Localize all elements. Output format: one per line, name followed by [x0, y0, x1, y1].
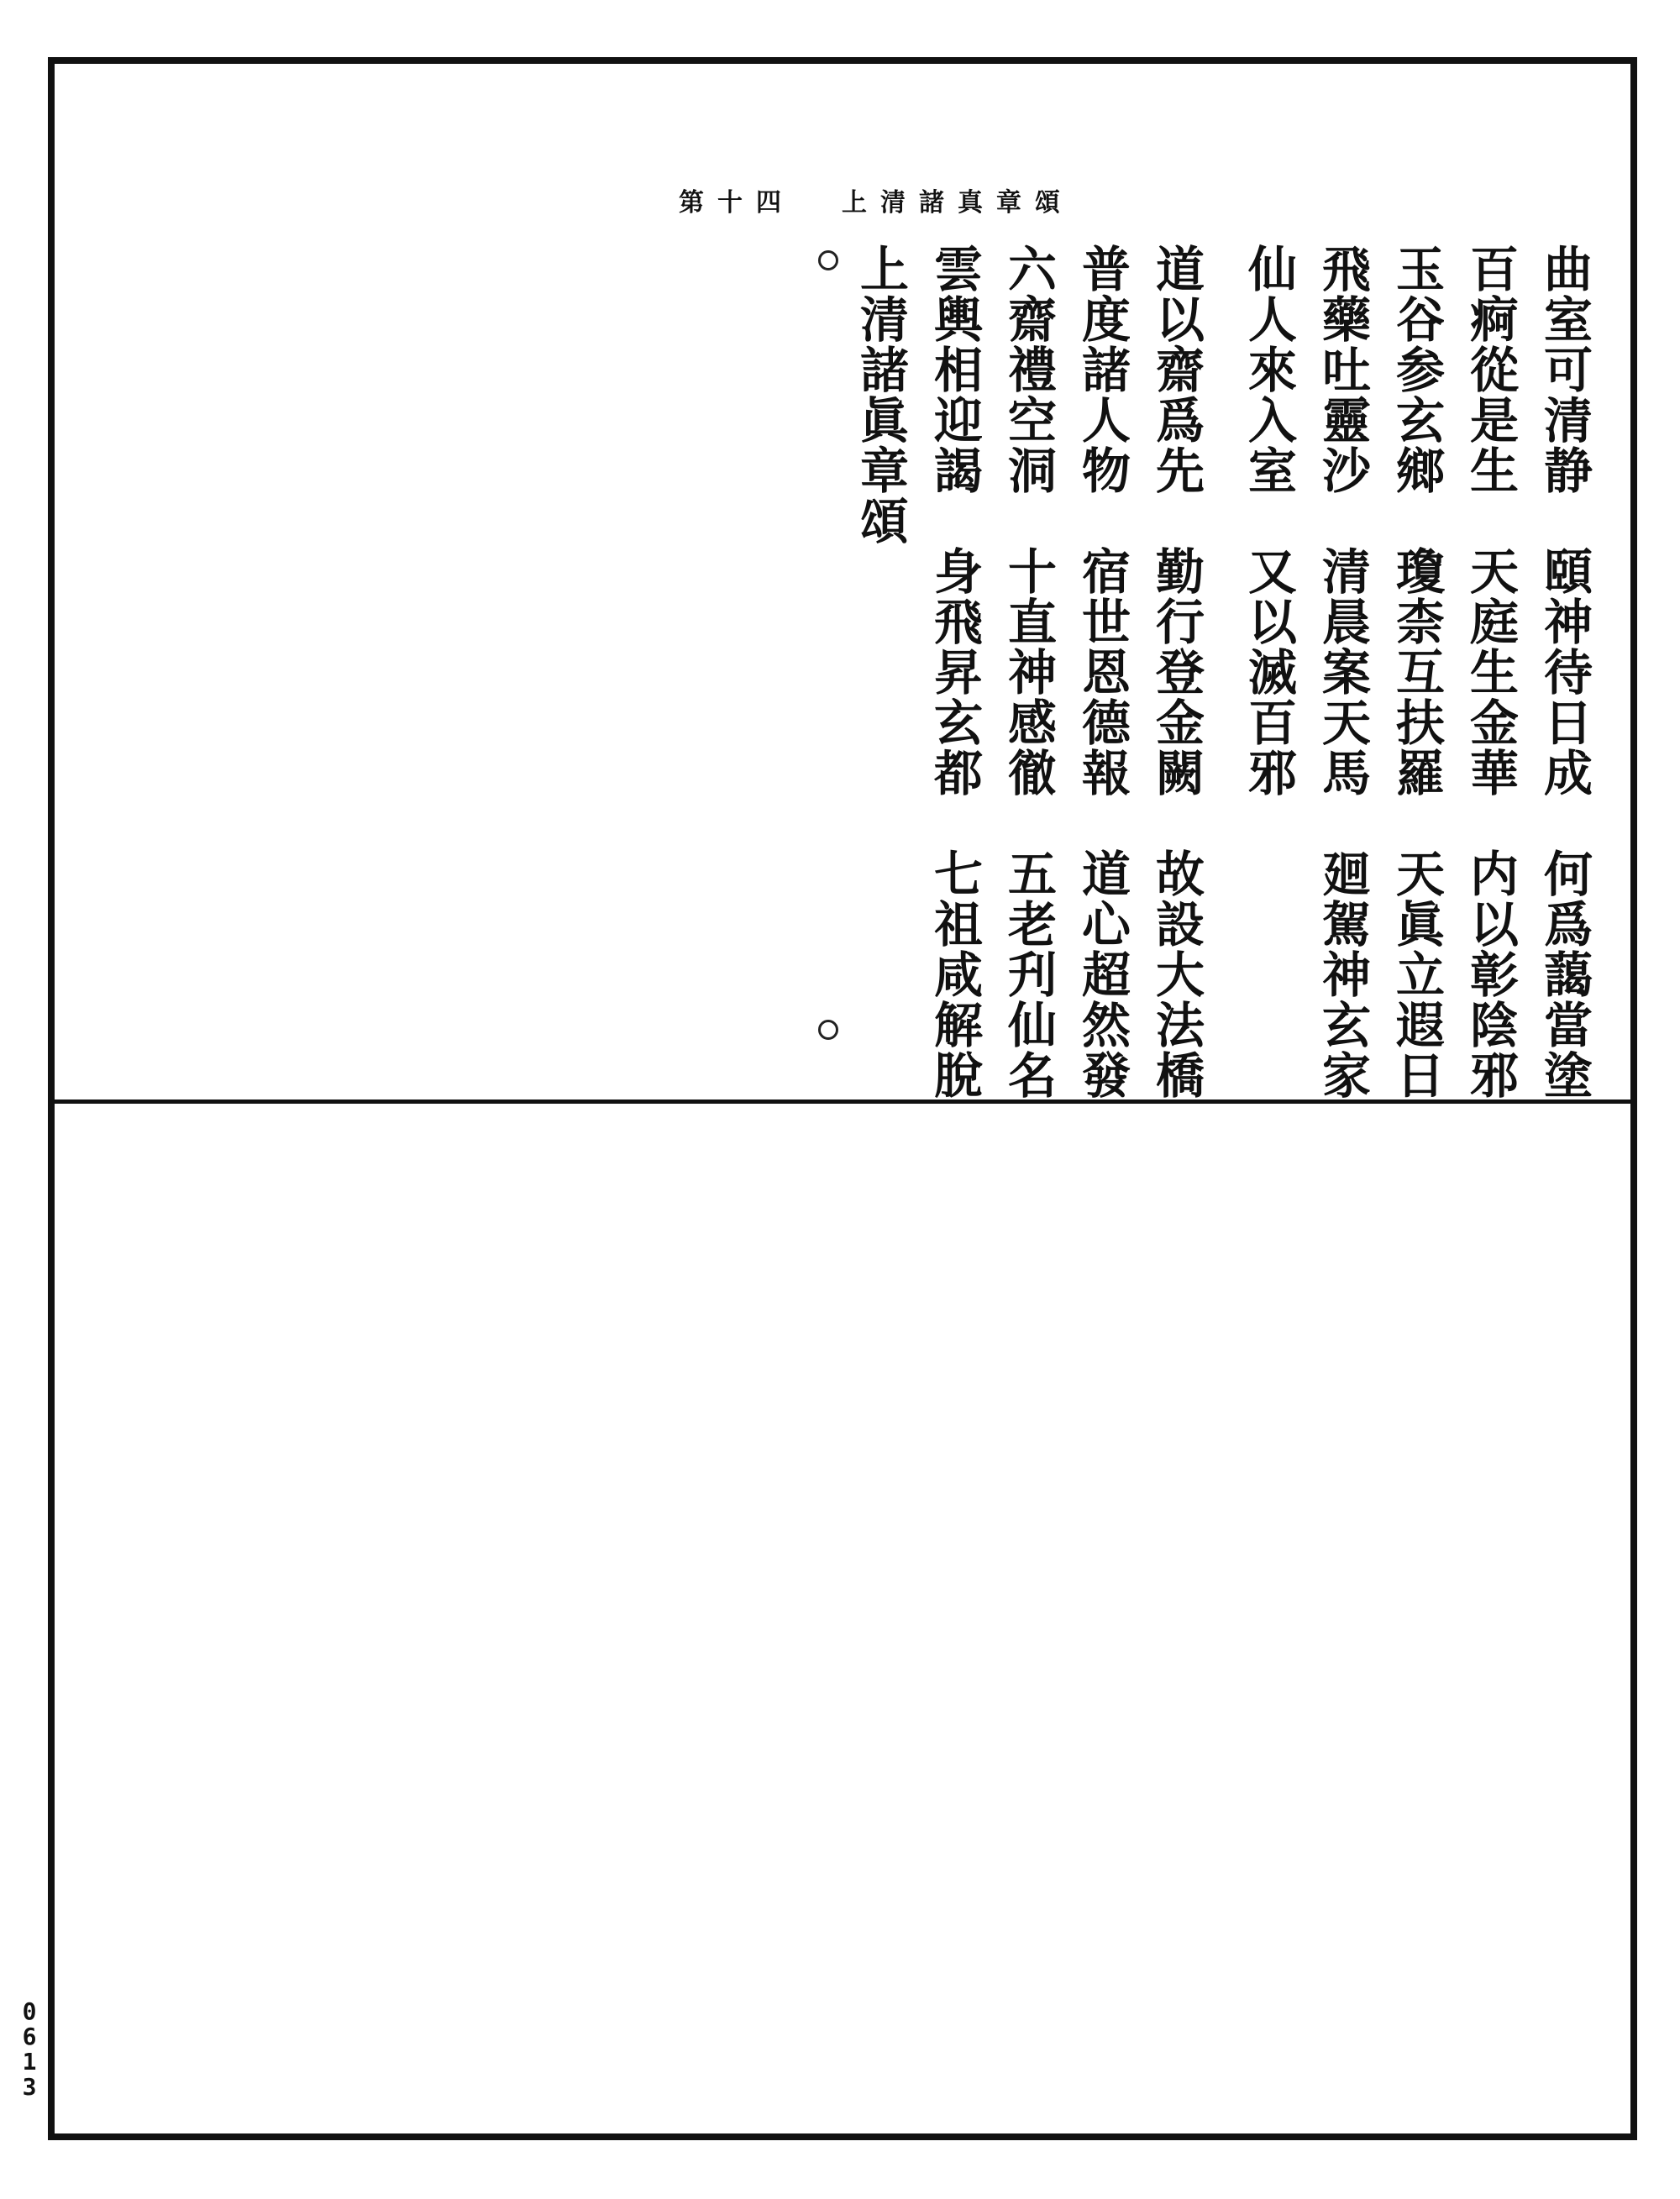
- text-column-9: 雲輿相迎謁 身飛昇玄都 七祖咸解脫: [926, 244, 983, 1100]
- text-column-10: 上清諸眞章頌: [852, 244, 909, 546]
- text-column-3: 玉谷参玄鄉 瓊柰互扶羅 天眞立遐日: [1388, 244, 1445, 1100]
- text-column-1: 曲室可清静 頤神待日成 何爲藹當塗: [1536, 244, 1593, 1100]
- text-column-8: 六齋禮空洞 十直神感徹 五老刋仙名: [1000, 244, 1057, 1100]
- page-number-header: 第十四: [679, 188, 795, 218]
- book-title-header: 上清諸真章頌: [842, 188, 1074, 218]
- text-column-6: 道以齋爲先 勤行登金闕 故設大法橋: [1147, 244, 1205, 1100]
- end-circle-mark: [818, 1020, 838, 1040]
- page-number-margin: 0613: [22, 1997, 37, 2101]
- text-column-5: 仙人來入室 又以滅百邪: [1240, 244, 1297, 798]
- start-circle-mark: [818, 250, 838, 270]
- text-column-4: 飛藥吐靈沙 清晨案天馬 廻駕神玄家: [1314, 244, 1371, 1100]
- text-column-7: 普度諸人物 宿世恩德報 道心超然發: [1074, 244, 1131, 1100]
- text-column-2: 百痾從是生 天庭生金華 内以彰陰邪: [1462, 244, 1519, 1100]
